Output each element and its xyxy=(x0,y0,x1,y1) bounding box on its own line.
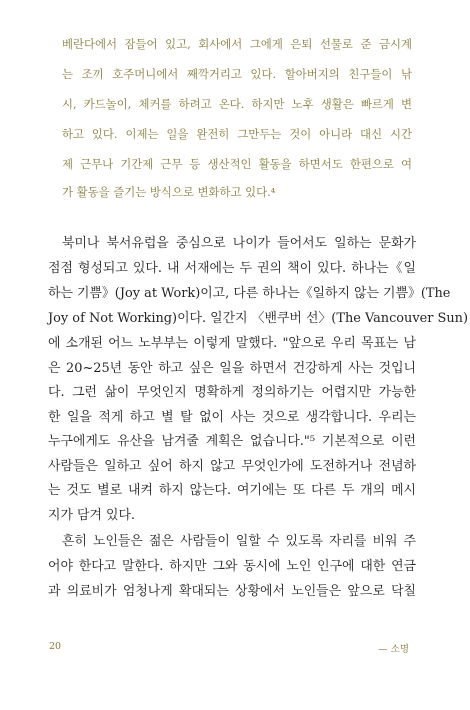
quote-line: 는 조끼 호주머니에서 째깍거리고 있다. 할아버지의 친구들이 낚 xyxy=(62,67,412,81)
body-line: 과 의료비가 엄청나게 확대되는 상황에서 노인들은 앞으로 닥칠 xyxy=(48,584,416,599)
quote-line: 가 활동을 즐기는 방식으로 변화하고 있다.⁴ xyxy=(62,185,276,199)
body-line: Joy of Not Working)이다. 일간지 〈밴쿠버 선〉(The Vancouver Sun) xyxy=(48,311,468,326)
body-line: 하는 기쁨》(Joy at Work)이고, 다른 하나는《일하지 않는 기쁨》(The xyxy=(48,286,451,301)
body-line: 어야 한다고 말한다. 하지만 그와 동시에 노인 인구에 대한 연금 xyxy=(48,559,416,574)
quote-line: 제 근무나 기간제 근무 등 생산적인 활동을 하면서도 한편으로 여 xyxy=(62,157,412,171)
quote-line: 하고 있다. 이제는 일을 완전히 그만두는 것이 아니라 대신 시간 xyxy=(62,127,412,141)
body-line: 누구에게도 유산을 남겨줄 계획은 없습니다."⁵ 기본적으로 이런 xyxy=(48,434,416,449)
body-line: 사람들은 일하고 싶어 하지 않고 무엇인가에 도전하거나 전념하 xyxy=(48,459,416,474)
body-line: 지가 담겨 있다. xyxy=(48,508,136,523)
body-line: 흔히 노인들은 젊은 사람들이 일할 수 있도록 자리를 비워 주 xyxy=(62,534,416,549)
body-line: 북미나 북서유럽을 중심으로 나이가 들어서도 일하는 문화가 xyxy=(62,236,416,251)
body-line: 점점 형성되고 있다. 내 서재에는 두 권의 책이 있다. 하나는《일 xyxy=(48,261,416,276)
body-line: 다. 그런 삶이 무엇인지 명확하게 정의하기는 어렵지만 가능한 xyxy=(48,385,416,400)
page-number: 20 xyxy=(49,641,62,652)
quote-line: 베란다에서 잠들어 있고, 회사에서 그에게 은퇴 선물로 준 금시계 xyxy=(62,37,412,51)
body-line: 은 20~25년 동안 하고 싶은 일을 하면서 건강하게 사는 것입니 xyxy=(48,361,416,376)
running-footer-section: — 소명 xyxy=(378,644,409,655)
body-line: 에 소개된 어느 노부부는 이렇게 말했다. "앞으로 우리 목표는 남 xyxy=(48,336,416,351)
body-line: 는 것도 별로 내켜 하지 않는다. 여기에는 또 다른 두 개의 메시 xyxy=(48,483,416,498)
body-line: 한 일을 적게 하고 별 탈 없이 사는 것으로 생각합니다. 우리는 xyxy=(48,410,416,425)
quote-line: 시, 카드놀이, 체커를 하려고 온다. 하지만 노후 생활은 빠르게 변 xyxy=(62,97,412,111)
